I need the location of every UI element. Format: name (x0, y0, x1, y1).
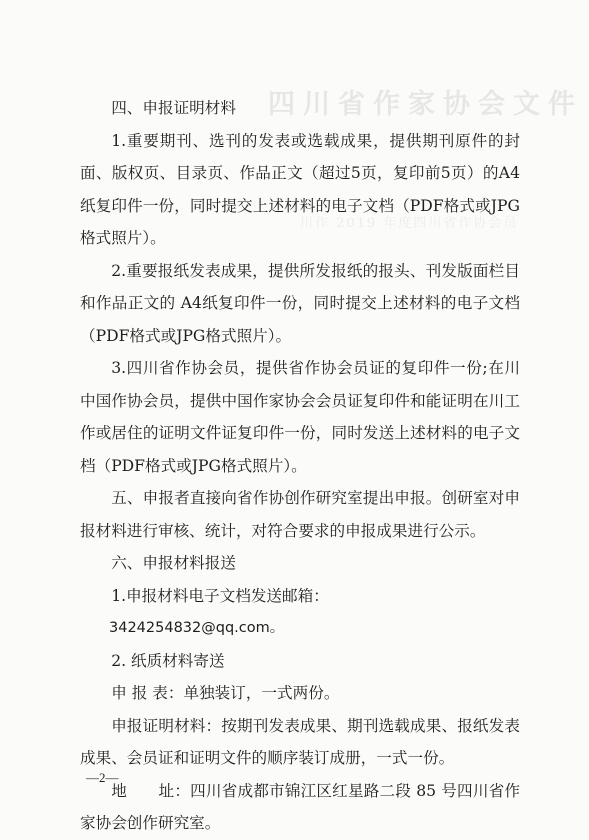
paragraph-proof-materials: 申报证明材料：按期刊发表成果、期刊选载成果、报纸发表成果、会员证和证明文件的顺序装订成册，一式一份。 (80, 716, 520, 767)
section-heading-4: 四、申报证明材料 (111, 99, 236, 117)
page-number: —2— (86, 770, 119, 785)
watermark-header: 四川省作家协会文件 (268, 89, 583, 120)
paragraph-email-instruction: 1.申报材料电子文档发送邮箱： (111, 586, 329, 605)
section-heading-6: 六、申报材料报送 (111, 554, 236, 572)
section-heading-5: 五、申报者直接向省作协创作研究室提出申报。创研室对申报材料进行审核、统计，对符合要求的申报成果进行公示。 (80, 489, 520, 540)
document-body (80, 92, 520, 840)
watermark-subheader: 川作 2019 年度四川省作协会员 (300, 216, 519, 231)
paragraph-address: 地 址：四川省成都市锦江区红星路二段 85 号四川省作家协会创作研究室。 (80, 781, 520, 832)
paragraph-application-form: 申 报 表：单独装订，一式两份。 (111, 684, 340, 702)
paragraph-membership-materials: 3.四川省作协会员，提供省作协会员证的复印件一份;在川中国作协会员，提供中国作家协会会员证复印件和能证明在川工作或居住的证明文件证复印件一份，同时发送上述材料的电子文档（PDF格式或JPG格式照片）。 (80, 359, 520, 475)
paragraph-paper-mail: 2. 纸质材料寄送 (111, 651, 225, 670)
paragraph-newspaper-materials: 2.重要报纸发表成果，提供所发报纸的报头、刊发版面栏目和作品正文的 A4纸复印件一份，同时提交上述材料的电子文档（PDF格式或JPG格式照片）。 (80, 261, 520, 345)
paragraph-journal-materials: 1.重要期刊、选刊的发表或选载成果，提供期刊原件的封面、版权页、目录页、作品正文（超过5页，复印前5页）的A4纸复印件一份，同时提交上述材料的电子文档（PDF格式或JPG格式照片）。 (80, 131, 520, 247)
email-address: 3424254832@qq.com。 (109, 620, 285, 636)
